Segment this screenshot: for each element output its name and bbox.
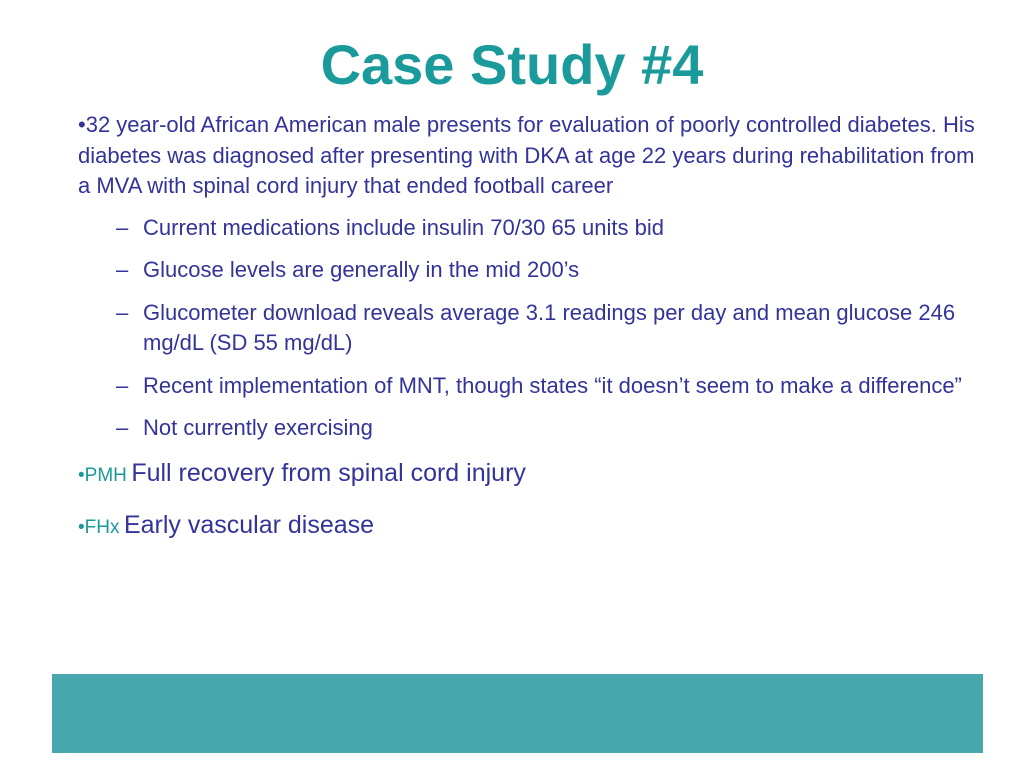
sub-bullet-glucose-levels <box>78 255 983 286</box>
pmh-text: Full recovery from spinal cord injury <box>131 458 526 487</box>
sub-bullet-text: Not currently exercising <box>143 415 373 440</box>
footer-bar <box>52 674 983 753</box>
sub-bullet-glucometer <box>78 298 983 359</box>
dash-marker: – <box>116 415 129 440</box>
sub-bullet-mnt <box>78 371 983 402</box>
slide-title: Case Study #4 <box>320 33 704 96</box>
sub-bullet-exercise <box>78 413 983 444</box>
fhx-label: •FHx <box>78 516 120 538</box>
dash-marker: – <box>116 257 129 282</box>
dash-marker: – <box>116 372 129 398</box>
dash-marker: – <box>116 214 129 240</box>
sub-bullet-text: Current medications include insulin 70/30 65 units bid <box>143 214 664 240</box>
sub-bullet-medications <box>78 213 983 244</box>
fhx-text: Early vascular disease <box>123 510 375 539</box>
sub-bullet-text: Glucometer download reveals average 3.1 readings per day and mean glucose 246 mg/dL (SD 55 mg/dL) <box>143 299 956 355</box>
sub-bullet-list <box>78 213 983 444</box>
pmh-bullet <box>78 456 983 494</box>
dash-marker: – <box>116 299 129 325</box>
slide-body <box>78 110 983 546</box>
intro-bullet: •32 year-old African American male presents for evaluation of poorly controlled diabetes. His diabetes was diagnosed after presenting with DKA at age 22 years during rehabilitation from a MVA with spinal cord injury that ended football career <box>78 112 975 198</box>
sub-bullet-text: Glucose levels are generally in the mid 200’s <box>143 257 580 282</box>
sub-bullet-text: Recent implementation of MNT, though states “it doesn’t seem to make a difference” <box>143 372 962 398</box>
pmh-label: •PMH <box>78 464 127 486</box>
fhx-bullet <box>78 508 983 546</box>
